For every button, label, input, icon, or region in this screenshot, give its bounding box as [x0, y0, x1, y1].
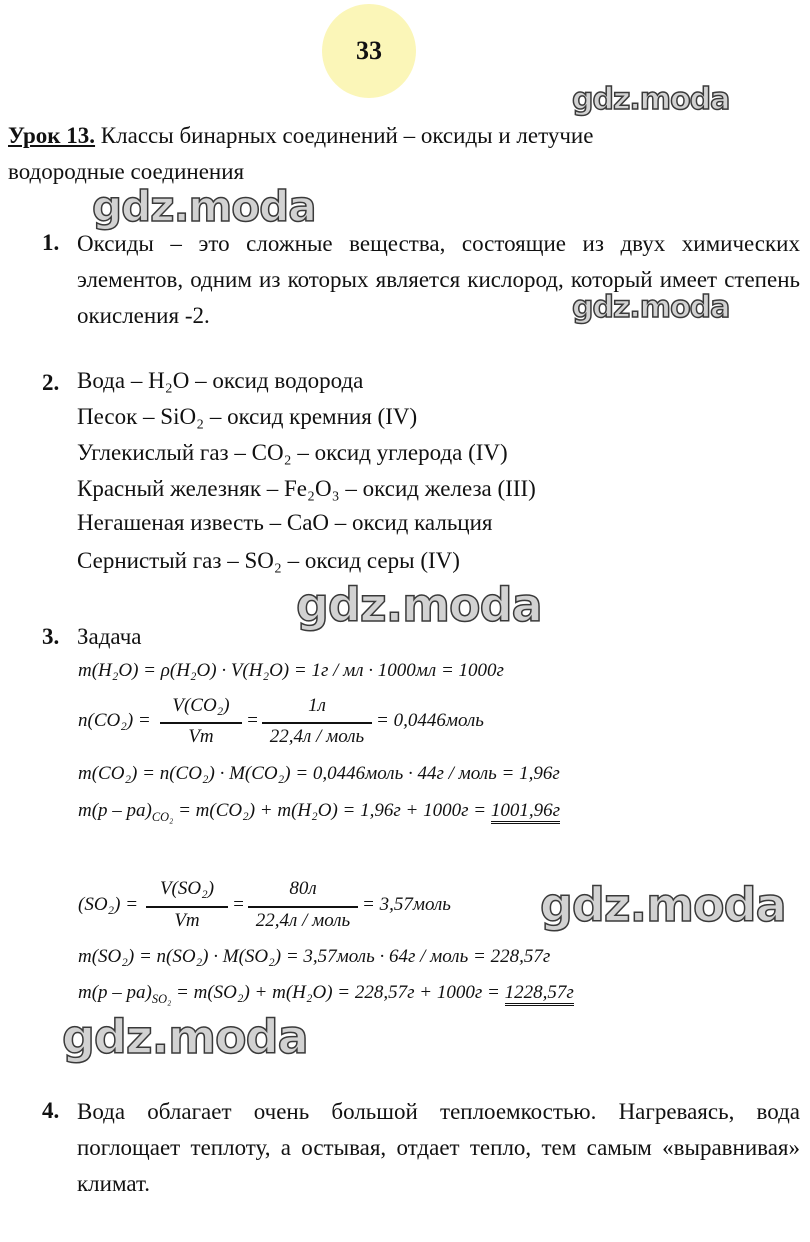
fraction-denominator: 22,4л / моль — [255, 910, 351, 931]
fraction-numerator: V(CO₂) — [172, 695, 230, 716]
q2-line: Песок – SiO₂ – оксид кремния (IV) — [77, 404, 418, 429]
formula-lhs: m(p – pa) — [78, 982, 152, 1003]
watermark-5: gdz.moda — [540, 878, 786, 932]
fraction-denominator: 22,4л / моль — [269, 726, 365, 747]
formula-solution-mass-co2 — [78, 800, 560, 825]
fraction-numerator: 1л — [308, 695, 326, 716]
lesson-number: Урок 13. — [8, 123, 96, 148]
watermark-3: gdz.moda — [572, 290, 730, 325]
fraction-bar — [160, 722, 242, 724]
fraction-numerator: 80л — [289, 878, 317, 899]
fraction-bar — [146, 906, 228, 908]
formula-so2-moles-lhs: (SO₂) = — [78, 894, 139, 915]
q3-number: 3. — [42, 624, 60, 649]
lesson-title — [8, 118, 708, 190]
lesson-title-text: Классы бинарных соединений – оксиды и летучие водородные соединения — [8, 123, 594, 184]
formula-so2-moles-rhs: = 3,57моль — [362, 894, 451, 915]
formula-subscript: CO₂ — [151, 809, 174, 824]
formula-so2-mass: m(SO₂) = n(SO₂) · M(SO₂) = 3,57моль · 64г / моль = 228,57г — [78, 946, 551, 967]
q2-line: Углекислый газ – CO₂ – оксид углерода (IV) — [77, 440, 508, 465]
fraction-denominator: Vm — [174, 910, 200, 931]
formula-body: = m(CO₂) + m(H₂O) = 1,96г + 1000г = — [173, 800, 491, 821]
formula-body: = m(SO₂) + m(H₂O) = 228,57г + 1000г = — [171, 982, 505, 1003]
q4-number: 4. — [42, 1098, 60, 1123]
fraction-numerator: V(SO₂) — [159, 878, 215, 899]
watermark-1: gdz.moda — [572, 82, 730, 117]
watermark-6: gdz.moda — [62, 1010, 308, 1064]
formula-lhs: m(p – pa) — [78, 800, 152, 821]
watermark-4: gdz.moda — [296, 578, 542, 632]
page-number: 33 — [322, 4, 416, 98]
q2-line: Негашеная известь – CaO – оксид кальция — [77, 510, 493, 535]
formula-answer: 1001,96г — [491, 800, 560, 824]
formula-co2-moles-lhs: n(CO₂) = — [78, 710, 151, 731]
q1-text: Оксиды – это сложные вещества, состоящие из двух химических элементов, одним из которых является кислород, который имеет степень окисления -2. — [77, 231, 800, 328]
q2-number: 2. — [42, 370, 60, 395]
formula-co2-moles-rhs: = 0,0446моль — [376, 710, 484, 731]
fraction-denominator: Vm — [188, 726, 214, 747]
q2-line: Красный железняк – Fe₂O₃ – оксид железа (III) — [77, 476, 536, 501]
q1-number: 1. — [42, 230, 60, 255]
q4-text: Вода облагает очень большой теплоемкостью. Нагреваясь, вода поглощает теплоту, а остывая, отдает тепло, тем самым «выравнивая» климат. — [77, 1099, 800, 1196]
formula-water-mass: m(H₂O) = ρ(H₂O) · V(H₂O) = 1г / мл · 1000мл = 1000г — [78, 660, 504, 681]
equals-sign: = — [246, 710, 259, 731]
formula-answer: 1228,57г — [505, 982, 574, 1006]
fraction-bar — [262, 722, 372, 724]
equals-sign: = — [232, 894, 245, 915]
formula-subscript: SO₂ — [151, 991, 172, 1006]
q2-line: Вода – H₂O – оксид водорода — [77, 368, 364, 393]
formula-co2-mass: m(CO₂) = n(CO₂) · M(CO₂) = 0,0446моль · 44г / моль = 1,96г — [78, 763, 560, 784]
watermark-2: gdz.moda — [92, 182, 316, 231]
fraction-bar — [248, 906, 358, 908]
q2-line: Сернистый газ – SO₂ – оксид серы (IV) — [77, 548, 460, 573]
q3-label: Задача — [77, 624, 142, 649]
formula-solution-mass-so2 — [78, 982, 574, 1007]
